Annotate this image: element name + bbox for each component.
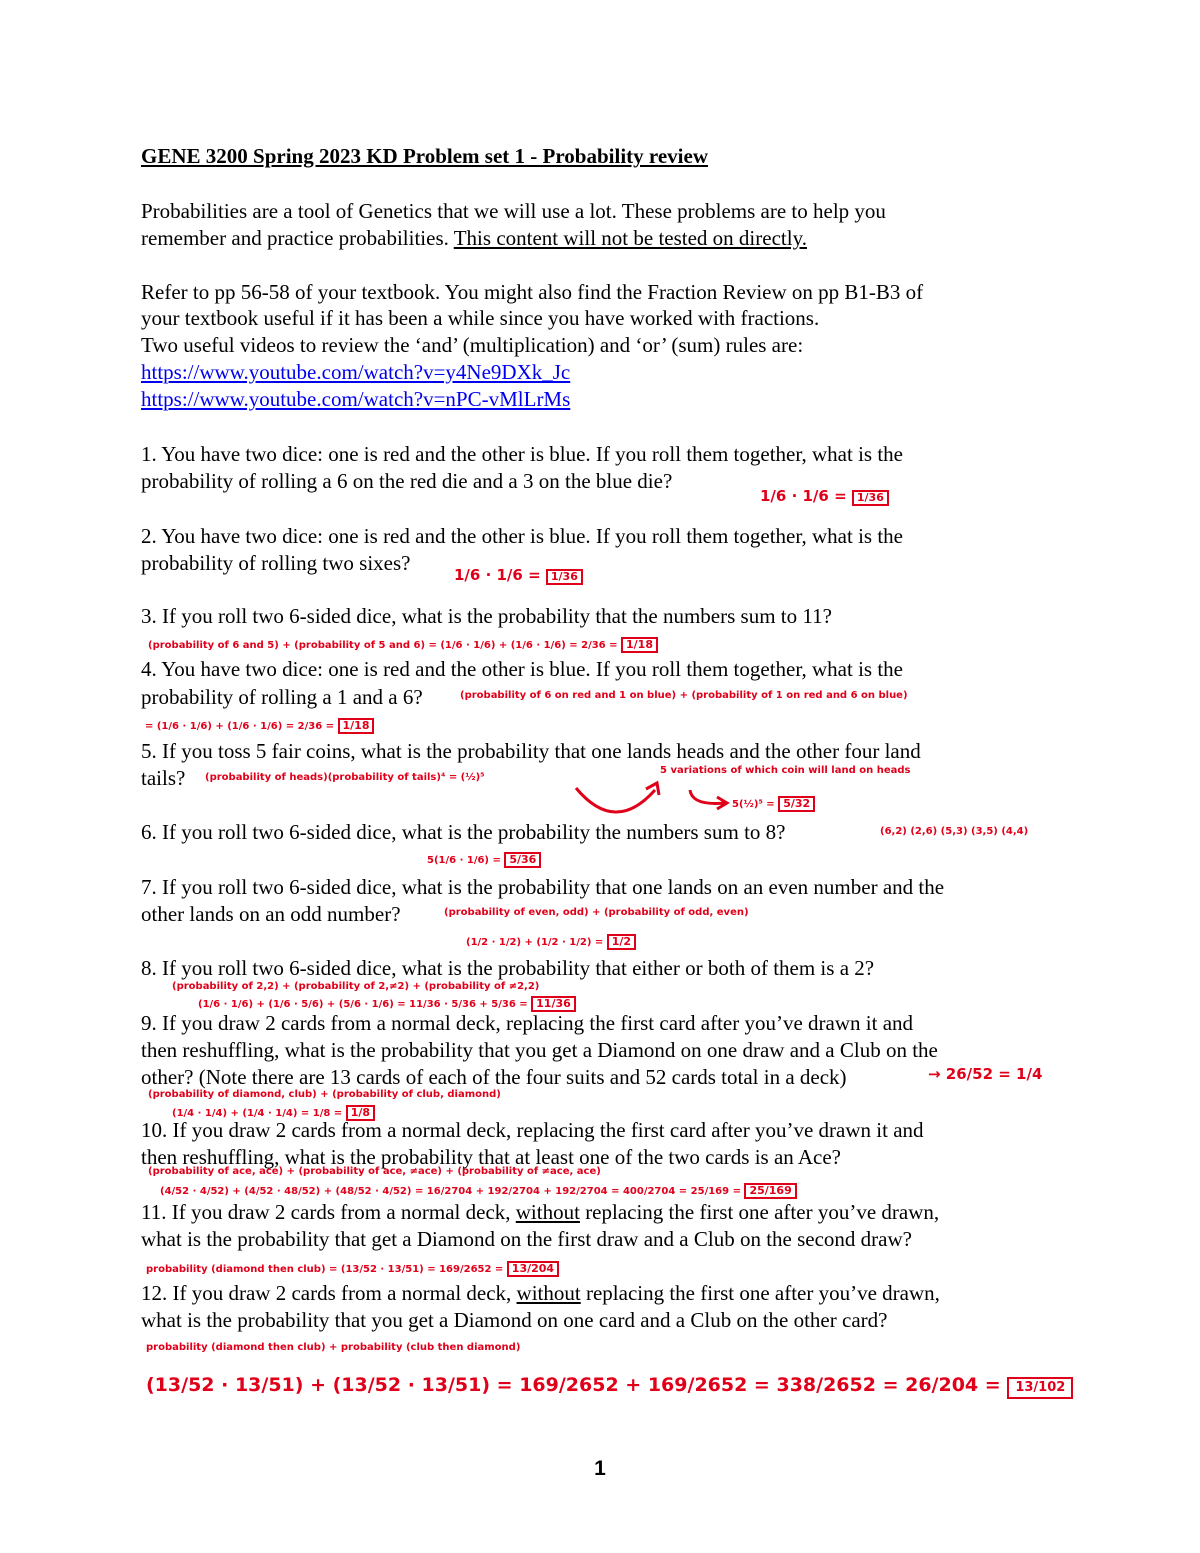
answer-10-note: (probability of ace, ace) + (probability of ace, ≠ace) + (probability of ≠ace, ace) bbox=[148, 1166, 601, 1177]
answer-6-box: 5/36 bbox=[504, 852, 541, 868]
question-9-line-1: 9. If you draw 2 cards from a normal deck, replacing the first card after you’ve drawn it and bbox=[141, 1011, 914, 1035]
answer-4-box: 1/18 bbox=[338, 718, 375, 734]
intro-underlined-note: This content will not be tested on directly. bbox=[453, 226, 807, 250]
answer-12 bbox=[146, 1376, 1073, 1399]
answer-5-box: 5/32 bbox=[778, 796, 815, 812]
question-7-line-2: other lands on an odd number? bbox=[141, 902, 401, 926]
answer-6-pairs: (6,2) (2,6) (5,3) (3,5) (4,4) bbox=[880, 826, 1029, 837]
hook-arrowhead-icon bbox=[717, 797, 727, 809]
answer-12-work: (13/52 · 13/51) + (13/52 · 13/51) = 169/2652 + 169/2652 = 338/2652 = 26/204 = bbox=[146, 1374, 1001, 1396]
answer-2-box: 1/36 bbox=[546, 569, 583, 585]
refer-line-3: Two useful videos to review the ‘and’ (multiplication) and ‘or’ (sum) rules are: bbox=[141, 333, 804, 357]
question-2-line-2: probability of rolling two sixes? bbox=[141, 551, 411, 575]
answer-5-note: (probability of heads)(probability of tails)⁴ = (½)⁵ bbox=[205, 772, 485, 783]
answer-10-box: 25/169 bbox=[744, 1183, 796, 1199]
intro-line-1: Probabilities are a tool of Genetics that we will use a lot. These problems are to help you bbox=[141, 199, 886, 223]
question-12-text: 12. If you draw 2 cards from a normal deck, bbox=[141, 1281, 517, 1305]
answer-3 bbox=[148, 637, 658, 653]
document-title: GENE 3200 Spring 2023 KD Problem set 1 - Probability review bbox=[141, 144, 708, 168]
question-1-line-1: 1. You have two dice: one is red and the other is blue. If you roll them together, what is the bbox=[141, 442, 903, 466]
answer-1 bbox=[760, 489, 889, 506]
answer-2-work: 1/6 · 1/6 = bbox=[454, 566, 541, 584]
question-6-line-1: 6. If you roll two 6-sided dice, what is the probability the numbers sum to 8? bbox=[141, 820, 786, 844]
question-4-line-2: probability of rolling a 1 and a 6? bbox=[141, 685, 423, 709]
answer-7-box: 1/2 bbox=[607, 934, 636, 950]
answer-7-work: (1/2 · 1/2) + (1/2 · 1/2) = bbox=[466, 937, 604, 948]
answer-5 bbox=[732, 796, 815, 812]
video-link-1[interactable]: https://www.youtube.com/watch?v=y4Ne9DXk_Jc bbox=[141, 360, 571, 384]
question-11-text: 11. If you draw 2 cards from a normal deck, bbox=[141, 1200, 516, 1224]
answer-6 bbox=[427, 852, 541, 868]
answer-9 bbox=[172, 1105, 375, 1121]
question-9-line-3: other? (Note there are 13 cards of each of the four suits and 52 cards total in a deck) bbox=[141, 1065, 847, 1089]
answer-3-work: (probability of 6 and 5) + (probability of 5 and 6) = (1/6 · 1/6) + (1/6 · 1/6) = 2/36 = bbox=[148, 640, 618, 651]
question-12-line-1 bbox=[141, 1280, 940, 1306]
answer-11-work: probability (diamond then club) = (13/52 · 13/51) = 169/2652 = bbox=[146, 1264, 504, 1275]
question-1-line-2: probability of rolling a 6 on the red die and a 3 on the blue die? bbox=[141, 469, 673, 493]
answer-9-box: 1/8 bbox=[346, 1105, 375, 1121]
question-12-text-rest: replacing the first one after you’ve drawn, bbox=[580, 1281, 940, 1305]
answer-8 bbox=[198, 996, 576, 1012]
answer-5-work: 5(½)⁵ = bbox=[732, 799, 775, 810]
question-2-line-1: 2. You have two dice: one is red and the other is blue. If you roll them together, what is the bbox=[141, 524, 903, 548]
question-4-line-1: 4. You have two dice: one is red and the other is blue. If you roll them together, what is the bbox=[141, 657, 903, 681]
answer-4 bbox=[145, 718, 374, 734]
answer-7-note: (probability of even, odd) + (probability of odd, even) bbox=[444, 907, 749, 918]
page-number: 1 bbox=[594, 1457, 606, 1480]
question-7-line-1: 7. If you roll two 6-sided dice, what is the probability that one lands on an even number and the bbox=[141, 875, 945, 899]
question-10-line-1: 10. If you draw 2 cards from a normal deck, replacing the first card after you’ve drawn it and bbox=[141, 1118, 924, 1142]
answer-8-box: 11/36 bbox=[531, 996, 576, 1012]
answer-1-work: 1/6 · 1/6 = bbox=[760, 487, 847, 505]
refer-line-2: your textbook useful if it has been a while since you have worked with fractions. bbox=[141, 306, 820, 330]
answer-9-work: (1/4 · 1/4) + (1/4 · 1/4) = 1/8 = bbox=[172, 1108, 343, 1119]
question-5-line-2: tails? bbox=[141, 766, 186, 790]
question-10-line-2: then reshuffling, what is the probability that at least one of the two cards is an Ace? bbox=[141, 1145, 842, 1169]
question-8-line-1: 8. If you roll two 6-sided dice, what is the probability that either or both of them is a 2? bbox=[141, 956, 875, 980]
hook-arrow-icon bbox=[690, 790, 725, 803]
question-11-line-1 bbox=[141, 1199, 939, 1225]
answer-2 bbox=[454, 568, 583, 585]
answer-8-note: (probability of 2,2) + (probability of 2,≠2) + (probability of ≠2,2) bbox=[172, 981, 540, 992]
answer-4-note: (probability of 6 on red and 1 on blue) + (probability of 1 on red and 6 on blue) bbox=[460, 690, 908, 701]
answer-4-work: = (1/6 · 1/6) + (1/6 · 1/6) = 2/36 = bbox=[145, 721, 335, 732]
arrowhead-icon bbox=[646, 783, 659, 795]
intro-line-2 bbox=[141, 225, 807, 251]
question-9-line-2: then reshuffling, what is the probability that you get a Diamond on one draw and a Club on the bbox=[141, 1038, 938, 1062]
question-5-line-1: 5. If you toss 5 fair coins, what is the probability that one lands heads and the other four land bbox=[141, 739, 921, 763]
answer-9-side: → 26/52 = 1/4 bbox=[928, 1065, 1043, 1083]
question-11-line-2: what is the probability that get a Diamond on the first draw and a Club on the second draw? bbox=[141, 1227, 912, 1251]
video-link-2[interactable]: https://www.youtube.com/watch?v=nPC-vMlLrMs bbox=[141, 387, 571, 411]
answer-3-box: 1/18 bbox=[621, 637, 658, 653]
answer-11 bbox=[146, 1261, 559, 1277]
answer-6-work: 5(1/6 · 1/6) = bbox=[427, 855, 501, 866]
question-11-underlined: without bbox=[515, 1200, 580, 1224]
answer-12-box: 13/102 bbox=[1007, 1377, 1073, 1399]
answer-11-box: 13/204 bbox=[507, 1261, 559, 1277]
question-12-underlined: without bbox=[516, 1281, 581, 1305]
answer-5-note-2: 5 variations of which coin will land on heads bbox=[660, 765, 911, 776]
answer-10-work: (4/52 · 4/52) + (4/52 · 48/52) + (48/52 · 4/52) = 16/2704 + 192/2704 + 192/2704 = 400/2704 = 25/169 = bbox=[160, 1186, 741, 1197]
question-12-line-2: what is the probability that you get a Diamond on one card and a Club on the other card? bbox=[141, 1308, 888, 1332]
answer-1-box: 1/36 bbox=[852, 490, 889, 506]
refer-line-1: Refer to pp 56-58 of your textbook. You might also find the Fraction Review on pp B1-B3 of bbox=[141, 280, 924, 304]
answer-8-work: (1/6 · 1/6) + (1/6 · 5/6) + (5/6 · 1/6) = 11/36 · 5/36 + 5/36 = bbox=[198, 999, 528, 1010]
answer-12-note: probability (diamond then club) + probability (club then diamond) bbox=[146, 1342, 521, 1353]
question-3-line-1: 3. If you roll two 6-sided dice, what is the probability that the numbers sum to 11? bbox=[141, 604, 832, 628]
question-11-text-rest: replacing the first one after you’ve drawn, bbox=[579, 1200, 940, 1224]
answer-7 bbox=[466, 934, 636, 950]
answer-10 bbox=[160, 1183, 797, 1199]
curved-arrow-icon bbox=[576, 788, 655, 812]
intro-text: remember and practice probabilities. bbox=[141, 226, 454, 250]
answer-9-note: (probability of diamond, club) + (probability of club, diamond) bbox=[148, 1089, 501, 1100]
